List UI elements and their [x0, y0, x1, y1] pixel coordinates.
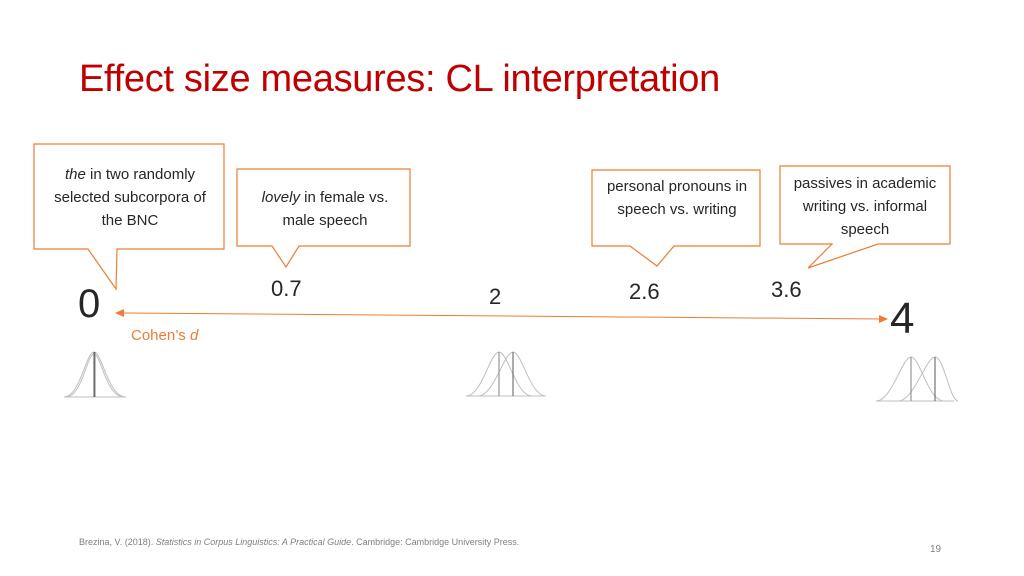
value-4: 4	[890, 294, 915, 343]
page-number: 19	[930, 544, 942, 555]
distribution-overlap-full	[64, 352, 126, 397]
callout-pronouns	[598, 175, 756, 221]
distribution-overlap-minimal	[876, 357, 958, 401]
value-0: 0	[78, 282, 101, 326]
callout-passives	[786, 172, 944, 241]
value-0-7: 0.7	[271, 276, 302, 301]
callout-lovely-italic: lovely	[261, 189, 300, 206]
callout-lovely-text: in female vs. male speech	[282, 189, 389, 229]
value-2-6: 2.6	[629, 279, 660, 304]
axis-arrow-right	[879, 315, 888, 323]
callout-the-text: in two randomly selected subcorpora of the BNC	[54, 166, 206, 229]
slide-title: Effect size measures: CL interpretation	[79, 58, 720, 100]
citation	[79, 537, 519, 547]
citation-author: Brezina, V. (2018).	[79, 537, 156, 547]
value-2: 2	[489, 284, 502, 309]
axis-arrow-left	[115, 309, 124, 317]
callout-pronouns-text: personal pronouns in speech vs. writing	[606, 178, 748, 218]
cohens-d-axis	[122, 313, 881, 319]
axis-label-prefix: Cohen’s	[131, 327, 190, 344]
callout-the	[44, 163, 216, 232]
value-3-6: 3.6	[771, 277, 802, 302]
callout-the-italic: the	[64, 166, 86, 183]
axis-label	[131, 327, 198, 344]
distribution-overlap-partial	[466, 352, 546, 396]
citation-publisher: . Cambridge: Cambridge University Press.	[351, 537, 520, 547]
citation-book: Statistics in Corpus Linguistics: A Practical Guide	[155, 537, 352, 547]
axis-label-d: d	[189, 327, 199, 344]
callout-passives-text: passives in academic writing vs. informal speech	[793, 175, 937, 238]
callout-lovely	[246, 186, 404, 232]
